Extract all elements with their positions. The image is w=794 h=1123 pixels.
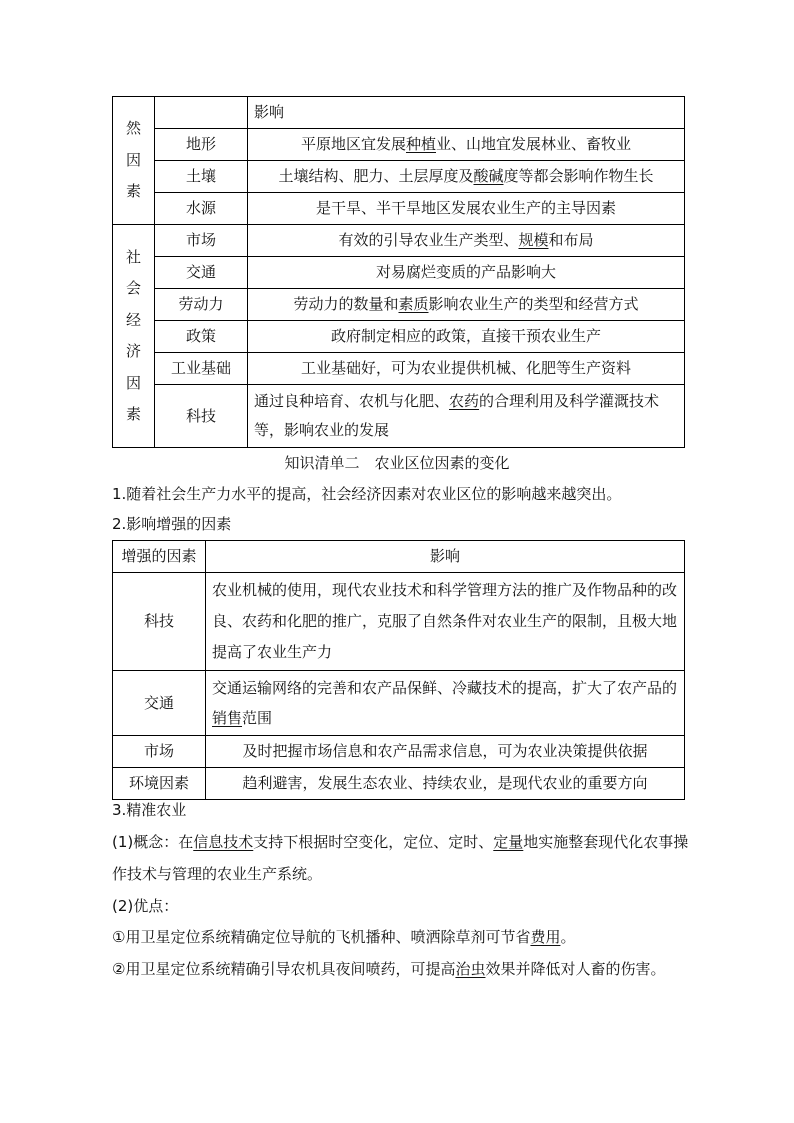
text: 效果并降低对人畜的伤害。 (485, 960, 666, 978)
header-effect: 影响 (248, 97, 685, 129)
effect-underlined: 销售 (212, 709, 243, 727)
effect-underlined: 规模 (518, 231, 549, 249)
paragraph: (2)优点： (112, 897, 179, 915)
effect-cell: 及时把握市场信息和农产品需求信息，可为农业决策提供依据 (206, 736, 685, 768)
enhanced-factors-table (112, 540, 685, 800)
group-char: 社 (125, 247, 141, 266)
factor-cell: 工业基础 (155, 353, 248, 385)
effect-cell: 趋利避害，发展生态农业、持续农业，是现代农业的重要方向 (206, 768, 685, 800)
table-row (113, 353, 685, 385)
effect-underlined: 酸碱 (473, 167, 504, 185)
factor-cell: 劳动力 (155, 289, 248, 321)
group-char: 因 (125, 150, 141, 169)
factor-cell: 政策 (155, 321, 248, 353)
group-char: 素 (125, 405, 141, 423)
effect-underlined: 农药 (449, 392, 480, 410)
table-row (113, 573, 685, 671)
underlined-text: 费用 (530, 928, 561, 946)
text: 支持下根据时空变化，定位、定时、 (253, 833, 494, 851)
group-char: 素 (125, 182, 141, 201)
header-effect: 影响 (206, 541, 685, 573)
underlined-text: 定量 (493, 833, 524, 851)
effect-text: 和布局 (548, 231, 594, 249)
effect-text: 平原地区宜发展 (300, 135, 406, 153)
text: ②用卫星定位系统精确引导农机具夜间喷药，可提高 (112, 960, 456, 978)
effect-text: 交通运输网络的完善和农产品保鲜、冷藏技术的提高，扩大了农产品的 (212, 679, 678, 697)
table-row (113, 289, 685, 321)
group-char: 济 (125, 342, 141, 360)
factor-cell: 交通 (155, 257, 248, 289)
text: 。 (560, 928, 576, 946)
factors-table (112, 96, 685, 448)
group-char: 经 (125, 310, 141, 329)
effect-cell (248, 225, 685, 257)
effect-cell: 是干旱、半干旱地区发展农业生产的主导因素 (248, 193, 685, 225)
group-char: 会 (125, 279, 141, 297)
effect-text: 通过良种培育、农机与化肥、 (254, 392, 450, 410)
factor-cell: 地形 (155, 129, 248, 161)
effect-cell: 对易腐烂变质的产品影响大 (248, 257, 685, 289)
effect-cell (248, 129, 685, 161)
effect-text: 有效的引导农业生产类型、 (338, 231, 519, 249)
effect-text: 业、山地宜发展林业、畜牧业 (436, 135, 632, 153)
effect-text: 的合理利用及科学灌溉技术等，影响农业的发展 (254, 392, 660, 439)
section-heading: 知识清单二 农业区位因素的变化 (284, 454, 510, 472)
group-char: 然 (125, 119, 141, 138)
table-row (113, 225, 685, 257)
paragraph: 2.影响增强的因素 (112, 515, 232, 533)
effect-text: 劳动力的数量和 (293, 295, 399, 313)
table-row (113, 161, 685, 193)
effect-text: 影响农业生产的类型和经营方式 (428, 295, 639, 313)
paragraph: 1.随着社会生产力水平的提高，社会经济因素对农业区位的影响越来越突出。 (112, 485, 622, 503)
empty-cell (155, 97, 248, 129)
factor-cell: 市场 (113, 736, 206, 768)
table-row (113, 736, 685, 768)
group-social-label (113, 225, 155, 448)
effect-text: 土壤结构、肥力、土层厚度及 (278, 167, 474, 185)
factor-cell: 水源 (155, 193, 248, 225)
text: 地实施整套现代化农事操作技术与管理的农业生产系统。 (112, 833, 689, 883)
effect-cell (248, 161, 685, 193)
table-row (113, 97, 685, 129)
effect-cell: 政府制定相应的政策，直接干预农业生产 (248, 321, 685, 353)
effect-cell (206, 671, 685, 736)
table-row (113, 193, 685, 225)
underlined-text: 治虫 (455, 960, 486, 978)
underlined-text: 信息技术 (193, 833, 254, 851)
factor-cell: 土壤 (155, 161, 248, 193)
factor-cell: 市场 (155, 225, 248, 257)
header-factor: 增强的因素 (113, 541, 206, 573)
group-char: 因 (125, 373, 141, 392)
factor-cell: 科技 (155, 385, 248, 448)
effect-cell: 工业基础好，可为农业提供机械、化肥等生产资料 (248, 353, 685, 385)
section-title: 3.精准农业 (112, 801, 187, 819)
table-row (113, 541, 685, 573)
table-row (113, 321, 685, 353)
paragraph (112, 953, 692, 985)
text: ①用卫星定位系统精确定位导航的飞机播种、喷洒除草剂可节省 (112, 928, 531, 946)
effect-cell (248, 385, 685, 448)
group-natural-label (113, 97, 155, 225)
table-row (113, 671, 685, 736)
paragraph (112, 921, 692, 953)
table-row (113, 257, 685, 289)
effect-underlined: 素质 (398, 295, 429, 313)
table-row (113, 129, 685, 161)
paragraph (112, 826, 692, 890)
text: (1)概念：在 (112, 833, 194, 851)
factor-cell: 交通 (113, 671, 206, 736)
effect-text: 度等都会影响作物生长 (503, 167, 654, 185)
effect-underlined: 种植 (405, 135, 436, 153)
table-row (113, 385, 685, 448)
factor-cell: 环境因素 (113, 768, 206, 800)
effect-cell: 农业机械的使用，现代农业技术和科学管理方法的推广及作物品种的改良、农药和化肥的推广，克服了自然条件对农业生产的限制，且极大地提高了农业生产力 (206, 573, 685, 671)
factor-cell: 科技 (113, 573, 206, 671)
effect-text: 范围 (242, 709, 273, 727)
effect-cell (248, 289, 685, 321)
